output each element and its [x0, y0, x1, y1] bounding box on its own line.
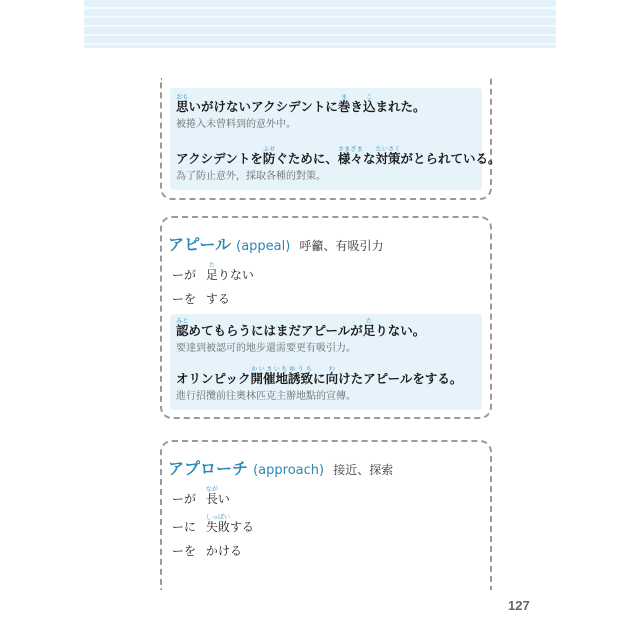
entry-heading: [168, 456, 393, 479]
collocation: [172, 514, 254, 535]
page-number: 127: [508, 598, 530, 613]
entry-card-accident-continued: [160, 78, 501, 200]
collocation: [172, 486, 230, 507]
collocation-particle: ーを: [172, 292, 197, 306]
collocation-text: かける: [205, 544, 242, 558]
example-jp: オリンピック開催地かいさいち誘致ゆうちに向むけたアピールをする。: [176, 366, 463, 386]
collocation-text: 失敗しっぱいする: [205, 514, 254, 534]
entry-meaning: 接近、探索: [333, 463, 394, 477]
entry-heading: [168, 232, 383, 255]
example-box: [170, 88, 501, 190]
collocation-text: する: [205, 292, 230, 306]
entry-card-approach: [160, 440, 492, 590]
example-2: [176, 366, 476, 404]
entry-card-appeal: [160, 216, 492, 419]
example-zh: 被捲入未曾料到的意外中。: [176, 119, 296, 130]
collocation: [172, 542, 242, 559]
entry-word: アピール: [168, 235, 232, 254]
collocation-particle: ーが: [172, 268, 197, 282]
collocation: [172, 290, 230, 307]
collocation-particle: ーが: [172, 492, 197, 506]
example-zh: 進行招攬前往奧林匹克主辦地點的宣傳。: [176, 391, 356, 402]
example-box: [170, 314, 482, 410]
example-jp: アクシデントを防ふせぐために、様々さまざまな対策たいさくがとられている。: [176, 146, 501, 166]
example-1: [176, 318, 476, 356]
header-band: [84, 0, 556, 48]
example-zh: 為了防止意外，採取各種的對策。: [176, 171, 326, 182]
entry-word: アプローチ: [168, 459, 249, 478]
collocation-text: 足たりない: [205, 262, 254, 282]
collocation-particle: ーを: [172, 544, 197, 558]
example-zh: 要達到被認可的地步還需要更有吸引力。: [176, 343, 356, 354]
entry-meaning: 呼籲、有吸引力: [299, 239, 384, 253]
example-1: [176, 94, 476, 132]
example-jp: 思おもいがけないアクシデントに巻まき込こまれた。: [176, 94, 426, 114]
collocation: [172, 262, 254, 283]
example-2: [176, 146, 501, 184]
collocation-particle: ーに: [172, 520, 197, 534]
entry-english: (appeal): [236, 239, 291, 254]
entry-english: (approach): [253, 463, 325, 478]
example-jp: 認みとめてもらうにはまだアピールが足たりない。: [176, 318, 426, 338]
collocation-text: 長ながい: [205, 486, 230, 506]
